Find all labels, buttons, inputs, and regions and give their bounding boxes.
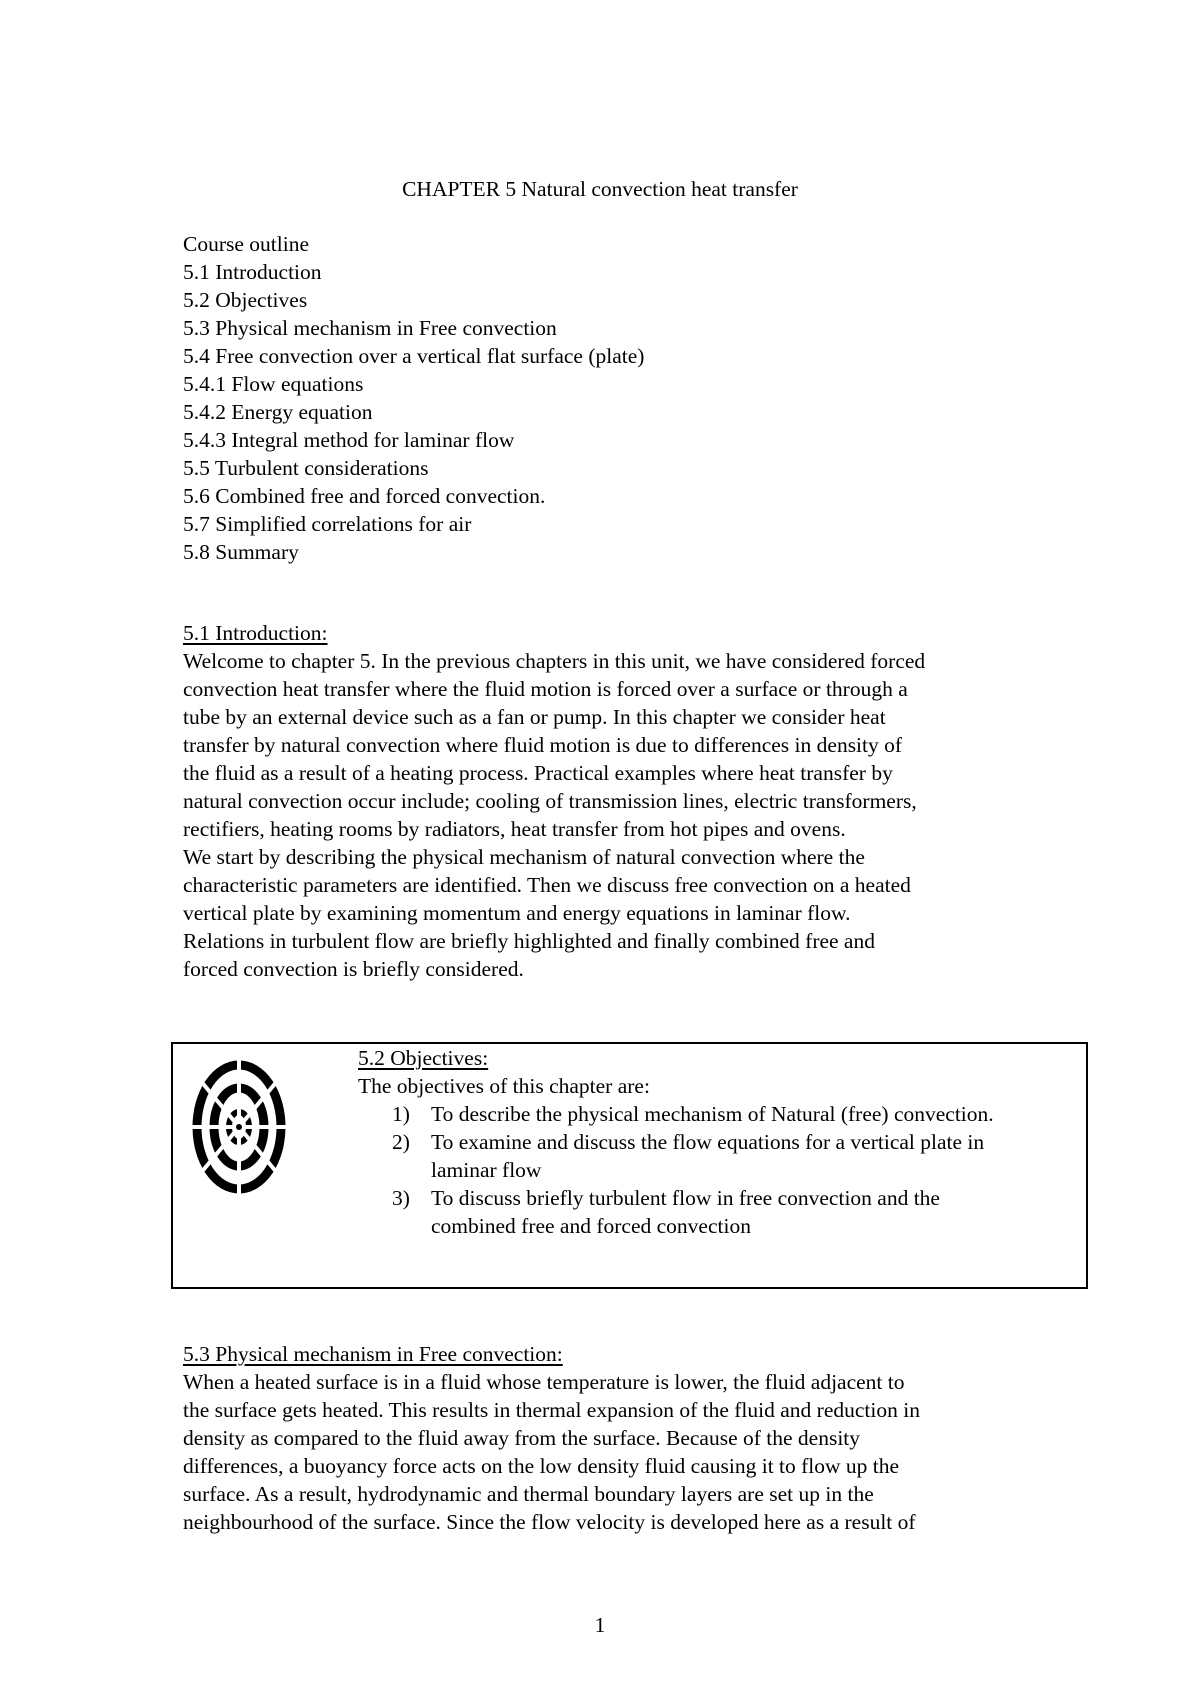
introduction-line: forced convection is briefly considered. xyxy=(183,957,524,981)
physical-mechanism-line: When a heated surface is in a fluid whose temperature is lower, the fluid adjacent to xyxy=(183,1370,905,1394)
introduction-heading: 5.1 Introduction: xyxy=(183,621,328,645)
physical-mechanism-line: the surface gets heated. This results in thermal expansion of the fluid and reduction in xyxy=(183,1398,920,1422)
outline-item: 5.4.1 Flow equations xyxy=(183,372,364,396)
page-number: 1 xyxy=(594,1613,606,1637)
introduction-line: vertical plate by examining momentum and energy equations in laminar flow. xyxy=(183,901,851,925)
course-outline xyxy=(183,230,644,566)
objective-number: 2) xyxy=(392,1130,410,1154)
introduction-line: characteristic parameters are identified. Then we discuss free convection on a heated xyxy=(183,873,911,897)
introduction-line: Welcome to chapter 5. In the previous chapters in this unit, we have considered forced xyxy=(183,649,926,673)
introduction-line: natural convection occur include; cooling of transmission lines, electric transformers, xyxy=(183,789,917,813)
outline-item: 5.2 Objectives xyxy=(183,288,308,312)
introduction-line: tube by an external device such as a fan or pump. In this chapter we consider heat xyxy=(183,705,886,729)
objective-text: To describe the physical mechanism of Natural (free) convection. xyxy=(431,1102,994,1126)
introduction-line: Relations in turbulent flow are briefly highlighted and finally combined free and xyxy=(183,929,875,953)
objective-item xyxy=(358,1100,994,1128)
introduction-line: convection heat transfer where the fluid motion is forced over a surface or through a xyxy=(183,677,908,701)
introduction-section xyxy=(183,619,925,983)
introduction-line: transfer by natural convection where fluid motion is due to differences in density of xyxy=(183,733,903,757)
outline-item: 5.8 Summary xyxy=(183,540,299,564)
physical-mechanism-line: differences, a buoyancy force acts on the low density fluid causing it to flow up the xyxy=(183,1454,900,1478)
physical-mechanism-line: density as compared to the fluid away from the surface. Because of the density xyxy=(183,1426,861,1450)
objective-text: To examine and discuss the flow equations for a vertical plate in xyxy=(431,1130,985,1154)
introduction-line: We start by describing the physical mechanism of natural convection where the xyxy=(183,845,865,869)
objective-item xyxy=(358,1128,994,1184)
physical-mechanism-line: surface. As a result, hydrodynamic and thermal boundary layers are set up in the xyxy=(183,1482,874,1506)
outline-item: 5.4.2 Energy equation xyxy=(183,400,373,424)
outline-item: 5.3 Physical mechanism in Free convection xyxy=(183,316,557,340)
objectives-intro: The objectives of this chapter are: xyxy=(358,1074,650,1098)
objective-text: combined free and forced convection xyxy=(431,1214,751,1238)
introduction-line: rectifiers, heating rooms by radiators, heat transfer from hot pipes and ovens. xyxy=(183,817,846,841)
objective-number: 3) xyxy=(392,1186,410,1210)
physical-mechanism-section xyxy=(183,1340,920,1536)
objectives-list xyxy=(358,1100,994,1240)
objective-item xyxy=(358,1184,994,1240)
outline-item: 5.4.3 Integral method for laminar flow xyxy=(183,428,515,452)
outline-item: 5.7 Simplified correlations for air xyxy=(183,512,472,536)
objective-number: 1) xyxy=(392,1102,410,1126)
outline-item: 5.1 Introduction xyxy=(183,260,322,284)
objectives-header xyxy=(358,1044,650,1100)
outline-item: 5.4 Free convection over a vertical flat surface (plate) xyxy=(183,344,645,368)
chapter-title: CHAPTER 5 Natural convection heat transfer xyxy=(402,177,798,201)
objective-text: To discuss briefly turbulent flow in free convection and the xyxy=(431,1186,940,1210)
physical-mechanism-line: neighbourhood of the surface. Since the flow velocity is developed here as a result of xyxy=(183,1510,916,1534)
outline-heading: Course outline xyxy=(183,232,309,256)
introduction-line: the fluid as a result of a heating process. Practical examples where heat transfer by xyxy=(183,761,893,785)
outline-item: 5.6 Combined free and forced convection. xyxy=(183,484,546,508)
outline-item: 5.5 Turbulent considerations xyxy=(183,456,429,480)
objectives-heading: 5.2 Objectives: xyxy=(358,1046,489,1070)
objective-text: laminar flow xyxy=(431,1158,542,1182)
target-icon xyxy=(190,1058,288,1196)
physical-mechanism-heading: 5.3 Physical mechanism in Free convection: xyxy=(183,1342,563,1366)
